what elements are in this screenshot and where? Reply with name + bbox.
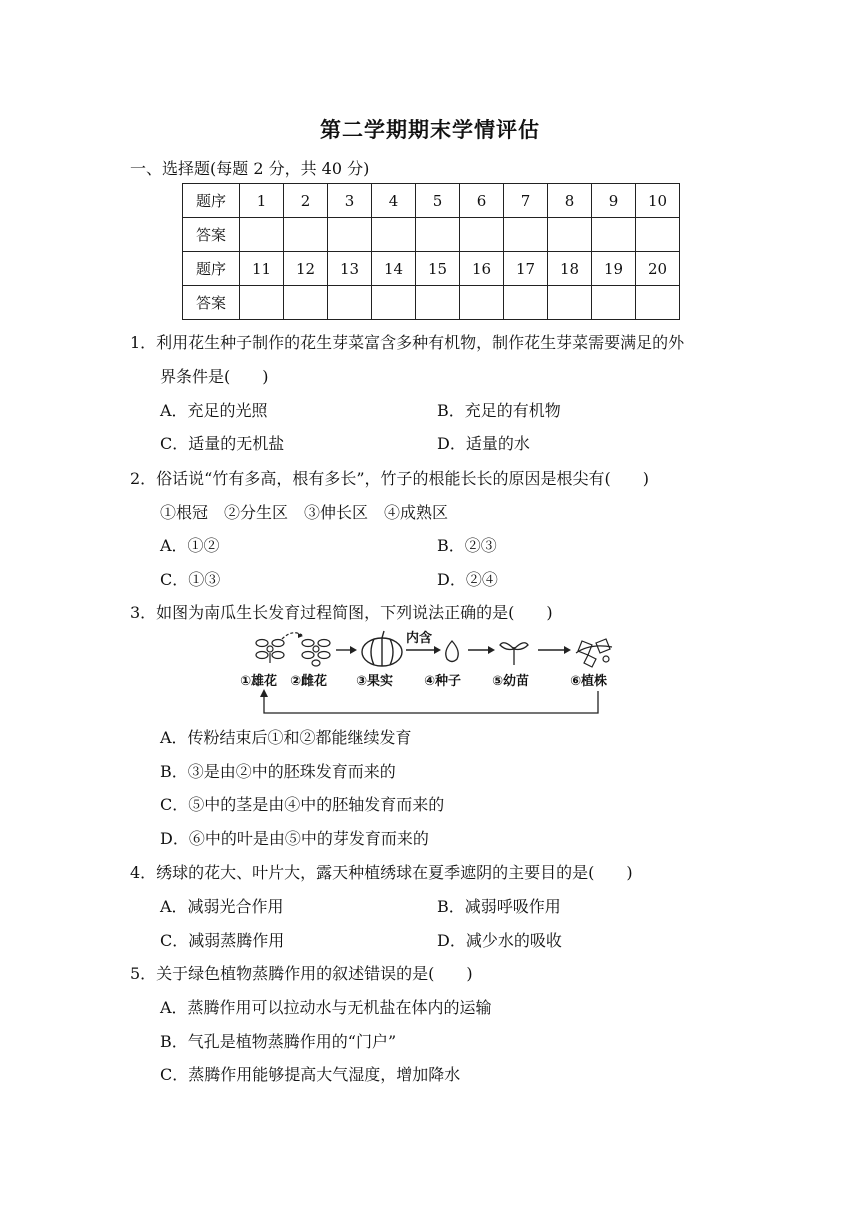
answer-cell[interactable]	[328, 218, 372, 252]
table-cell: 2	[284, 184, 328, 218]
option-d[interactable]: D．减少水的吸收	[437, 931, 562, 950]
table-header-cell: 答案	[183, 218, 240, 252]
answer-cell[interactable]	[592, 218, 636, 252]
table-cell: 7	[504, 184, 548, 218]
option-c[interactable]: C．蒸腾作用能够提高大气湿度，增加降水	[160, 1065, 461, 1084]
table-row	[183, 286, 680, 320]
table-cell: 17	[504, 252, 548, 286]
answer-cell[interactable]	[460, 218, 504, 252]
table-cell: 14	[372, 252, 416, 286]
stage-label: ⑤幼苗	[492, 674, 530, 689]
pumpkin-icon	[362, 631, 402, 666]
option-a[interactable]: A．蒸腾作用可以拉动水与无机盐在体内的运输	[160, 998, 492, 1017]
question-2-items: ①根冠 ②分生区 ③伸长区 ④成熟区	[160, 503, 449, 522]
stage-label: ③果实	[356, 674, 394, 689]
page-title: 第二学期期末学情评估	[320, 117, 540, 142]
seedling-icon	[500, 643, 528, 665]
table-cell: 19	[592, 252, 636, 286]
answer-cell[interactable]	[416, 218, 460, 252]
pumpkin-growth-diagram	[240, 625, 620, 717]
table-cell: 1	[240, 184, 284, 218]
answer-cell[interactable]	[416, 286, 460, 320]
table-cell: 20	[636, 252, 680, 286]
table-cell: 6	[460, 184, 504, 218]
table-header-cell: 答案	[183, 286, 240, 320]
answer-cell[interactable]	[548, 218, 592, 252]
female-flower-icon	[302, 640, 330, 667]
option-c[interactable]: C．适量的无机盐	[160, 434, 285, 453]
answer-cell[interactable]	[372, 218, 416, 252]
table-cell: 18	[548, 252, 592, 286]
question-4-stem: 4．绣球的花大、叶片大，露天种植绣球在夏季遮阴的主要目的是( )	[130, 863, 633, 882]
table-cell: 12	[284, 252, 328, 286]
stage-label: ⑥植株	[570, 674, 608, 689]
option-a[interactable]: A．传粉结束后①和②都能继续发育	[160, 728, 412, 747]
table-row	[183, 218, 680, 252]
seed-icon	[446, 641, 458, 662]
option-a[interactable]: A．充足的光照	[160, 401, 268, 420]
option-b[interactable]: B．③是由②中的胚珠发育而来的	[160, 762, 396, 781]
answer-cell[interactable]	[460, 286, 504, 320]
answer-cell[interactable]	[504, 218, 548, 252]
option-d[interactable]: D．⑥中的叶是由⑤中的芽发育而来的	[160, 829, 429, 848]
answer-cell[interactable]	[328, 286, 372, 320]
question-2-stem: 2．俗话说“竹有多高，根有多长”，竹子的根能长长的原因是根尖有( )	[130, 469, 650, 488]
question-3-stem: 3．如图为南瓜生长发育过程简图，下列说法正确的是( )	[130, 603, 553, 622]
answer-cell[interactable]	[372, 286, 416, 320]
table-header-cell: 题序	[183, 252, 240, 286]
table-cell: 8	[548, 184, 592, 218]
answer-cell[interactable]	[592, 286, 636, 320]
male-flower-icon	[256, 640, 284, 664]
answer-cell[interactable]	[284, 286, 328, 320]
option-b[interactable]: B．充足的有机物	[437, 401, 561, 420]
answer-cell[interactable]	[504, 286, 548, 320]
table-cell: 15	[416, 252, 460, 286]
option-c[interactable]: C．减弱蒸腾作用	[160, 931, 285, 950]
answer-cell[interactable]	[636, 286, 680, 320]
table-cell: 13	[328, 252, 372, 286]
plant-icon	[576, 639, 612, 667]
option-c[interactable]: C．①③	[160, 570, 221, 589]
stage-label: ④种子	[424, 674, 462, 689]
question-1-stem-cont: 界条件是( )	[160, 367, 269, 386]
option-a[interactable]: A．①②	[160, 536, 220, 555]
table-row	[183, 252, 680, 286]
cycle-arrow	[264, 691, 598, 713]
table-cell: 5	[416, 184, 460, 218]
question-1-stem: 1．利用花生种子制作的花生芽菜富含多种有机物，制作花生芽菜需要满足的外	[130, 333, 685, 352]
answer-table	[182, 183, 680, 320]
table-cell: 3	[328, 184, 372, 218]
question-5-stem: 5．关于绿色植物蒸腾作用的叙述错误的是( )	[130, 964, 473, 983]
option-b[interactable]: B．气孔是植物蒸腾作用的“门户”	[160, 1032, 397, 1051]
stage-label: ①雄花	[240, 674, 278, 689]
option-a[interactable]: A．减弱光合作用	[160, 897, 284, 916]
table-row	[183, 184, 680, 218]
option-b[interactable]: B．②③	[437, 536, 497, 555]
table-cell: 4	[372, 184, 416, 218]
answer-cell[interactable]	[548, 286, 592, 320]
table-cell: 16	[460, 252, 504, 286]
option-b[interactable]: B．减弱呼吸作用	[437, 897, 561, 916]
answer-cell[interactable]	[636, 218, 680, 252]
stage-label: ②雌花	[290, 674, 328, 689]
arrow-label: 内含	[406, 631, 433, 646]
section-heading: 一、选择题(每题 2 分，共 40 分)	[130, 159, 370, 178]
option-c[interactable]: C．⑤中的茎是由④中的胚轴发育而来的	[160, 795, 445, 814]
table-cell: 9	[592, 184, 636, 218]
answer-cell[interactable]	[284, 218, 328, 252]
table-cell: 10	[636, 184, 680, 218]
option-d[interactable]: D．适量的水	[437, 434, 530, 453]
table-header-cell: 题序	[183, 184, 240, 218]
answer-cell[interactable]	[240, 218, 284, 252]
answer-cell[interactable]	[240, 286, 284, 320]
table-cell: 11	[240, 252, 284, 286]
option-d[interactable]: D．②④	[437, 570, 498, 589]
